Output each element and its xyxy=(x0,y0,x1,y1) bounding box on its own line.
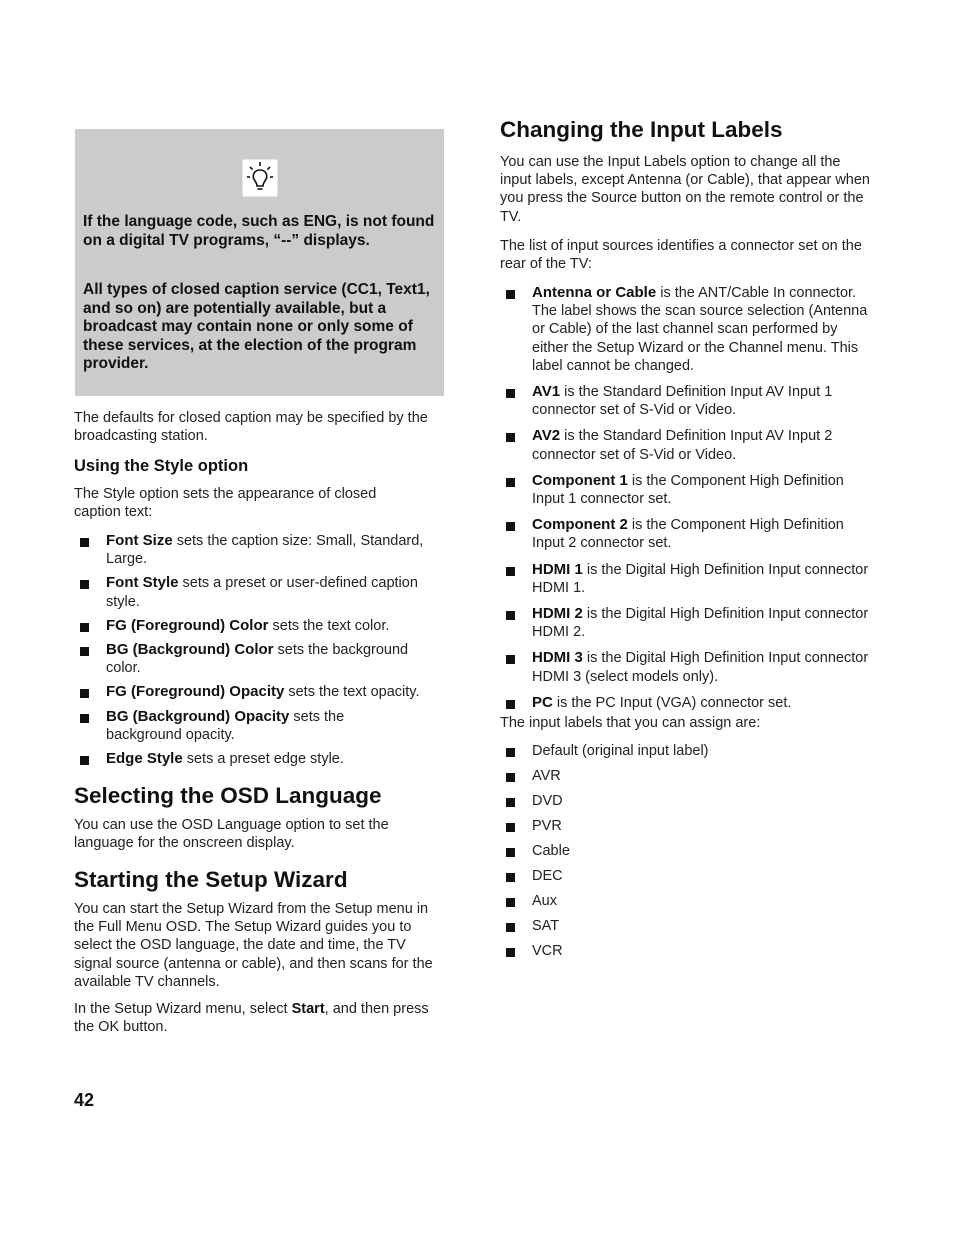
bullet-square-icon xyxy=(80,538,89,547)
list-item: HDMI 1 is the Digital High Definition Input connector HDMI 1. xyxy=(506,561,872,597)
bullet-square-icon xyxy=(80,689,89,698)
bullet-square-icon xyxy=(506,948,515,957)
list-item: Edge Style sets a preset edge style. xyxy=(80,750,446,768)
defaults-text: The defaults for closed caption may be specified by the broadcasting station. xyxy=(74,410,428,445)
list-item: Cable xyxy=(506,842,872,860)
setup-wizard-start-text: In the Setup Wizard menu, select Start, and then press the OK button. xyxy=(74,1001,429,1036)
list-item: SAT xyxy=(506,917,872,935)
list-item: DVD xyxy=(506,792,872,810)
bullet-square-icon xyxy=(506,923,515,932)
bullet-square-icon xyxy=(506,773,515,782)
list-item: Component 2 is the Component High Definition Input 2 connector set. xyxy=(506,516,872,552)
style-options-list xyxy=(80,532,446,768)
style-option-heading: Using the Style option xyxy=(74,457,249,475)
bullet-square-icon xyxy=(506,823,515,832)
page-number: 42 xyxy=(74,1090,95,1110)
bullet-square-icon xyxy=(506,389,515,398)
bullet-square-icon xyxy=(80,647,89,656)
bullet-square-icon xyxy=(506,522,515,531)
bullet-square-icon xyxy=(506,848,515,857)
input-labels-heading: Changing the Input Labels xyxy=(500,117,783,142)
input-labels-intro: You can use the Input Labels option to change all the input labels, except Antenna (or Cable), that appear when you press the Source button on the remote control or the TV. xyxy=(500,154,870,225)
bullet-square-icon xyxy=(506,898,515,907)
bullet-square-icon xyxy=(80,623,89,632)
input-sources-intro: The list of input sources identifies a connector set on the rear of the TV: xyxy=(500,238,862,273)
assignable-labels-list xyxy=(506,742,872,960)
bullet-square-icon xyxy=(506,748,515,757)
list-item: Antenna or Cable is the ANT/Cable In connector. The label shows the scan source selection (Antenna or Cable) of the last channel scan performed by either the Setup Wizard or the Channel menu. This label cannot be changed. xyxy=(506,284,872,375)
assignable-labels-intro: The input labels that you can assign are: xyxy=(500,715,761,731)
lightbulb-icon xyxy=(242,157,278,197)
list-item: Default (original input label) xyxy=(506,742,872,760)
list-item: HDMI 2 is the Digital High Definition Input connector HDMI 2. xyxy=(506,605,872,641)
list-item: Font Style sets a preset or user-defined caption style. xyxy=(80,574,446,610)
list-item: PC is the PC Input (VGA) connector set. xyxy=(506,694,872,712)
bullet-square-icon xyxy=(506,873,515,882)
start-term: Start xyxy=(291,1001,325,1017)
tip-text-language: If the language code, such as ENG, is not found on a digital TV programs, “--” displays. xyxy=(83,213,435,249)
tip-box xyxy=(75,129,444,396)
list-item: VCR xyxy=(506,942,872,960)
list-item: Component 1 is the Component High Definition Input 1 connector set. xyxy=(506,472,872,508)
osd-language-heading: Selecting the OSD Language xyxy=(74,783,382,808)
bullet-square-icon xyxy=(506,478,515,487)
bullet-square-icon xyxy=(80,580,89,589)
setup-wizard-heading: Starting the Setup Wizard xyxy=(74,867,348,892)
list-item: FG (Foreground) Color sets the text color. xyxy=(80,617,446,635)
bullet-square-icon xyxy=(506,798,515,807)
list-item: AV2 is the Standard Definition Input AV Input 2 connector set of S-Vid or Video. xyxy=(506,427,872,463)
bullet-square-icon xyxy=(506,567,515,576)
setup-wizard-text: You can start the Setup Wizard from the Setup menu in the Full Menu OSD. The Setup Wizard guides you to select the OSD language, the date and time, the TV signal source (antenna or cable), and then scans for the available TV channels. xyxy=(74,901,433,990)
list-item: FG (Foreground) Opacity sets the text opacity. xyxy=(80,683,446,701)
bullet-square-icon xyxy=(506,655,515,664)
list-item: AVR xyxy=(506,767,872,785)
bullet-square-icon xyxy=(506,611,515,620)
osd-language-text: You can use the OSD Language option to set the language for the onscreen display. xyxy=(74,817,389,852)
list-item: Font Size sets the caption size: Small, Standard, Large. xyxy=(80,532,446,568)
bullet-square-icon xyxy=(80,756,89,765)
list-item: PVR xyxy=(506,817,872,835)
list-item: DEC xyxy=(506,867,872,885)
bullet-square-icon xyxy=(506,700,515,709)
list-item: Aux xyxy=(506,892,872,910)
bullet-square-icon xyxy=(506,433,515,442)
list-item: AV1 is the Standard Definition Input AV Input 1 connector set of S-Vid or Video. xyxy=(506,383,872,419)
bullet-square-icon xyxy=(506,290,515,299)
list-item: BG (Background) Opacity sets the background opacity. xyxy=(80,708,386,744)
tip-text-caption-services: All types of closed caption service (CC1, Text1, and so on) are potentially available, but a broadcast may contain none or only some of these services, at the election of the program provider. xyxy=(83,281,430,372)
input-sources-list xyxy=(506,284,872,712)
style-intro-text: The Style option sets the appearance of closed caption text: xyxy=(74,486,377,521)
bullet-square-icon xyxy=(80,714,89,723)
list-item: BG (Background) Color sets the background color. xyxy=(80,641,446,677)
list-item: HDMI 3 is the Digital High Definition Input connector HDMI 3 (select models only). xyxy=(506,649,872,685)
